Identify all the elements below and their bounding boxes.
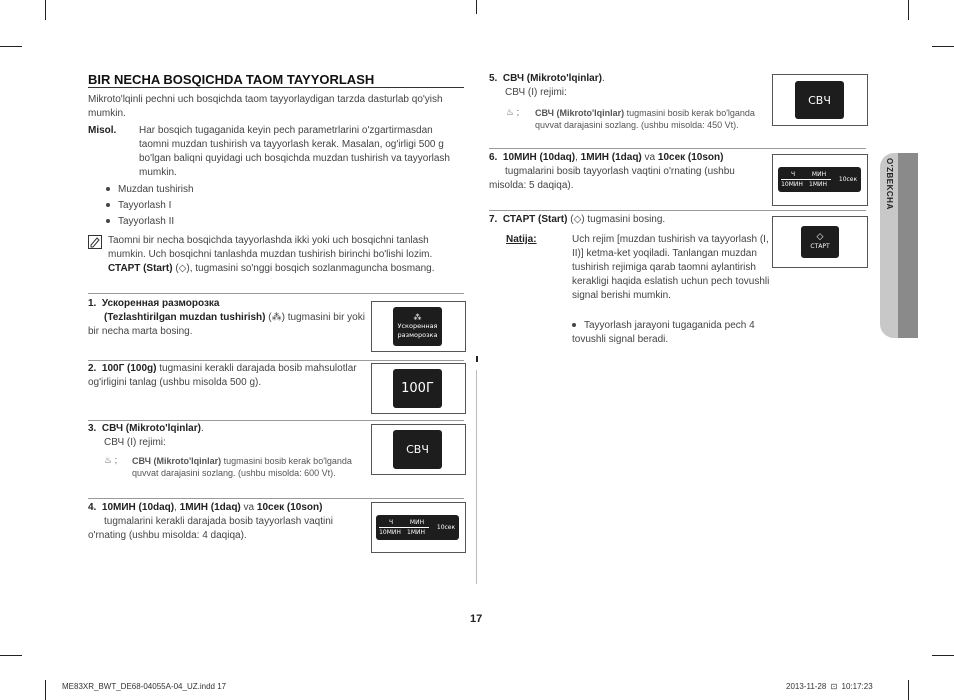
- clock-icon: ⊡: [830, 682, 838, 691]
- crop-mark: [908, 0, 909, 20]
- step-2: 2. 100Г (100g) tugmasini kerakli darajada bosib mahsulotlar og'irligini tanlag (ushbu misolda 500 g).: [88, 363, 357, 388]
- title-rule: [88, 87, 464, 88]
- example-bullet: Tayyorlash I: [106, 199, 171, 213]
- hour-label: Ч: [388, 519, 394, 526]
- footer-timestamp: 2013-11-28 ⊡ 10:17:23: [786, 682, 873, 691]
- section-title: BIR NECHA BOSQICHDA TAOM TAYYORLASH: [88, 72, 375, 87]
- timer-display: [778, 167, 861, 192]
- step-7: 7. СТАРТ (Start) (◇) tugmasini bosing.: [489, 214, 666, 225]
- hour-label: Ч: [790, 171, 796, 178]
- language-tab-edge: [898, 153, 918, 338]
- defrost-icon: ⁂: [271, 312, 282, 323]
- crop-mark: [0, 46, 22, 47]
- bullet-dot: [106, 187, 110, 191]
- display-panel: [371, 502, 466, 553]
- crop-mark: [908, 680, 909, 700]
- ten-min-button: 10МИН: [379, 529, 401, 536]
- display-panel: [371, 424, 466, 475]
- step-5: 5. СВЧ (Mikroto'lqinlar). СВЧ (I) rejimi:: [489, 73, 605, 98]
- example-bullet: Tayyorlash II: [106, 215, 174, 229]
- step-3-note: СВЧ (Mikroto'lqinlar) tugmasini bosib kerak bo'lganda quvvat darajasini sozlang. (ushbu misolda: 600 Vt).: [132, 456, 352, 478]
- crop-mark: [932, 655, 954, 656]
- defrost-display: ⁂ Ускоренная разморозка: [393, 307, 442, 346]
- bullet-dot: [106, 203, 110, 207]
- microwave-icon: ♨ ;: [506, 107, 520, 117]
- note-text: Taomni bir necha bosqichda tayyorlashda ikki yoki uch bosqichni tanlash mumkin. Uch bosqichni tanlashda muzdan tushirish birinchi bo'lishi lozim. СТАРТ (Start) (◇), tugmasini so'nggi bosqich sozlanmaguncha bosmang.: [108, 235, 435, 274]
- divider: [88, 498, 464, 499]
- display-panel: [371, 301, 466, 352]
- divider: [489, 210, 866, 211]
- note-icon: [88, 235, 102, 249]
- example-label: Misol.: [88, 125, 117, 136]
- display-panel: [772, 74, 868, 126]
- bullet-dot: [106, 219, 110, 223]
- timer-underline: [781, 179, 831, 180]
- microwave-icon: ♨ ;: [104, 455, 118, 465]
- footer-file: ME83XR_BWT_DE68-04055A-04_UZ.indd 17: [62, 682, 227, 691]
- ten-sec-button: 10сек: [436, 524, 456, 531]
- start-icon: ◇: [178, 263, 187, 274]
- display-panel: [772, 216, 868, 268]
- step-6: 6. 10МИН (10daq), 1МИН (1daq) va 10сек (10son) tugmalarini bosib tayyorlash vaqtini o'rnating (ushbu misolda: 5 daqiqa).: [489, 152, 735, 191]
- step-4: 4. 10МИН (10daq), 1МИН (1daq) va 10сек (10son) tugmalarini kerakli darajada bosib tayyorlash vaqtini o'rnating (ushbu misolda: 4 daqiqa).: [88, 502, 334, 541]
- timer-underline: [379, 527, 429, 528]
- display-panel: [772, 154, 868, 206]
- example-text: Har bosqich tugaganida keyin pech parametrlarini o'zgartirmasdan taomni muzdan tushirish va tayyorlash kerak. Masalan, og'irligi 500 g bo'lgan baliqni quyidagi uch bosqichda muzdan tushirish va tayyorlash mumkin.: [139, 125, 450, 178]
- defrost-symbol: ⁂: [413, 313, 422, 322]
- start-display: ◇ СТАРТ: [801, 226, 839, 258]
- crop-mark: [932, 46, 954, 47]
- result-label: Natija:: [506, 234, 537, 245]
- divider: [489, 148, 866, 149]
- microwave-display: СВЧ: [795, 81, 844, 119]
- step-1: 1. Ускоренная разморозка (Tezlashtirilgan muzdan tushirish) (⁂) tugmasini bir yoki bir necha marta bosing.: [88, 298, 365, 337]
- minute-label: МИН: [409, 519, 425, 526]
- one-min-button: 1МИН: [809, 181, 827, 188]
- ten-sec-button: 10сек: [838, 176, 858, 183]
- divider: [88, 420, 464, 421]
- result-text: Uch rejim [muzdan tushirish va tayyorlash (I, II)] ketma-ket yoqiladi. Tanlangan muzdan tushirish rejimiga qarab taomni aylantirish kerakligi haqida eslatish uchun pech tovushli signal berishi mumkin.: [572, 234, 770, 301]
- column-divider: [476, 370, 477, 584]
- crop-mark: [476, 0, 477, 14]
- divider: [88, 293, 464, 294]
- divider: [88, 360, 464, 361]
- ten-min-button: 10МИН: [781, 181, 803, 188]
- language-tab-label: O'ZBEKCHA: [885, 158, 894, 210]
- start-icon: ◇: [573, 214, 582, 225]
- minute-label: МИН: [811, 171, 827, 178]
- display-panel: [371, 363, 466, 414]
- page-number: 17: [470, 613, 483, 625]
- intro-text: Mikroto'lqinli pechni uch bosqichda taom tayyorlaydigan tarzda dasturlab qo'yish mumkin.: [88, 94, 443, 119]
- example-bullet: Muzdan tushirish: [106, 183, 194, 197]
- crop-mark: [45, 680, 46, 700]
- result-bullet: Tayyorlash jarayoni tugaganida pech 4 tovushli signal beradi.: [572, 320, 755, 345]
- step-5-note: СВЧ (Mikroto'lqinlar) tugmasini bosib kerak bo'lganda quvvat darajasini sozlang. (ushbu misolda: 450 Vt).: [535, 108, 755, 130]
- timer-display: [376, 515, 459, 540]
- crop-mark: [476, 356, 478, 362]
- crop-mark: [0, 655, 22, 656]
- weight-display: 100Г: [393, 369, 442, 408]
- one-min-button: 1МИН: [407, 529, 425, 536]
- crop-mark: [45, 0, 46, 20]
- step-3: 3. СВЧ (Mikroto'lqinlar). СВЧ (I) rejimi:: [88, 423, 204, 448]
- bullet-dot: [572, 323, 576, 327]
- microwave-display: СВЧ: [393, 430, 442, 469]
- start-symbol: ◇: [816, 232, 824, 242]
